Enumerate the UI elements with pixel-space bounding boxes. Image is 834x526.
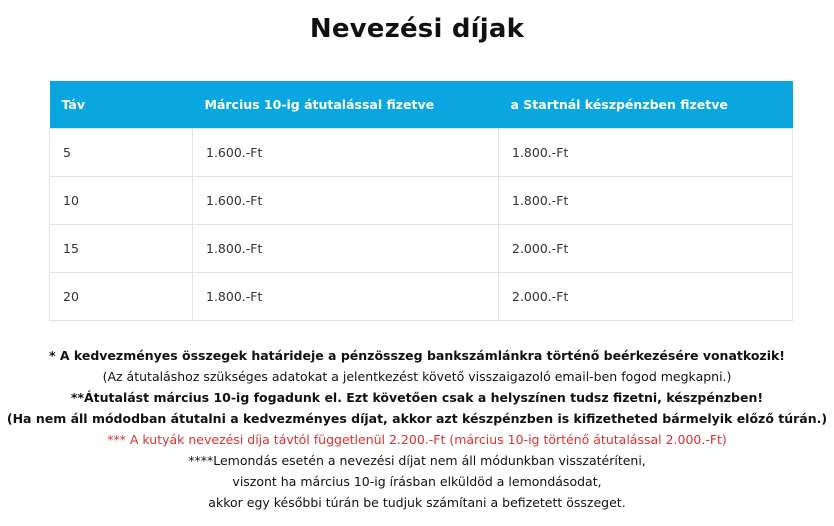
table-header-row [50, 81, 793, 129]
header-cash-price: a Startnál készpénzben fizetve [499, 81, 793, 129]
cell-cash-price: 2.000.-Ft [499, 273, 793, 321]
header-transfer-price: Március 10-ig átutalással fizetve [193, 81, 499, 129]
fees-table [49, 81, 793, 321]
page-title: Nevezési díjak [309, 14, 525, 44]
cell-distance: 20 [50, 273, 193, 321]
header-distance: Táv [50, 81, 193, 129]
table-row [50, 225, 793, 273]
note-cash-option: (Ha nem áll módodban átutalni a kedvezményes díjat, akkor azt készpénzben is kifizetheted bármelyik előző túrán.) [6, 411, 828, 426]
cell-cash-price: 2.000.-Ft [499, 225, 793, 273]
cell-distance: 5 [50, 129, 193, 177]
table-row [50, 177, 793, 225]
note-dog-fee: *** A kutyák nevezési díja távtól függetlenül 2.200.-Ft (március 10-ig történő átutalással 2.000.-Ft) [107, 432, 727, 447]
note-cancellation-3: akkor egy későbbi túrán be tudjuk számítani a befizetett összeget. [208, 495, 626, 510]
cell-transfer-price: 1.800.-Ft [193, 225, 499, 273]
cell-cash-price: 1.800.-Ft [499, 129, 793, 177]
table-row [50, 129, 793, 177]
note-transfer-deadline: **Átutalást március 10-ig fogadunk el. Ezt követően csak a helyszínen tudsz fizetni, készpénzben! [70, 390, 764, 405]
note-deadline: * A kedvezményes összegek határideje a pénzösszeg bankszámlánkra történő beérkezésére vonatkozik! [48, 348, 786, 363]
note-transfer-info: (Az átutaláshoz szükséges adatokat a jelentkezést követő visszaigazoló email-ben fogod megkapni.) [102, 369, 732, 384]
fee-notes [0, 345, 834, 513]
note-cancellation-2: viszont ha március 10-ig írásban elküldöd a lemondásodat, [232, 474, 602, 489]
note-cancellation-1: ****Lemondás esetén a nevezési díjat nem áll módunkban visszatéríteni, [188, 453, 646, 468]
cell-transfer-price: 1.600.-Ft [193, 177, 499, 225]
cell-transfer-price: 1.600.-Ft [193, 129, 499, 177]
cell-distance: 15 [50, 225, 193, 273]
cell-cash-price: 1.800.-Ft [499, 177, 793, 225]
cell-distance: 10 [50, 177, 193, 225]
table-row [50, 273, 793, 321]
cell-transfer-price: 1.800.-Ft [193, 273, 499, 321]
